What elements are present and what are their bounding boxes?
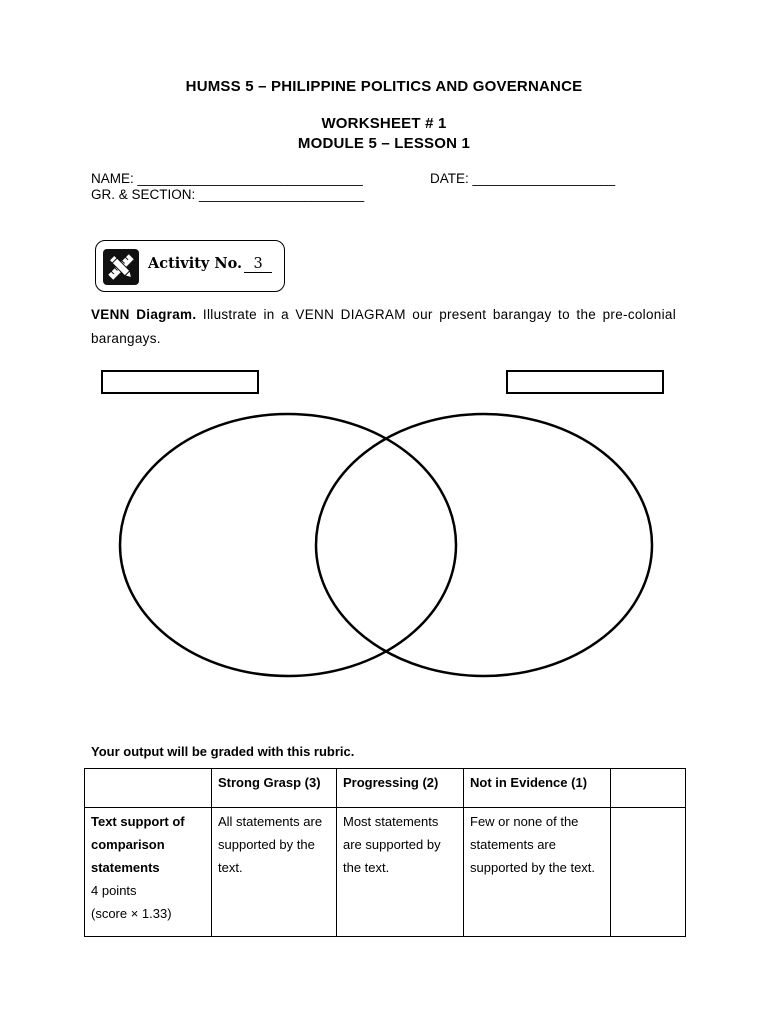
rubric-header-criterion bbox=[85, 769, 212, 808]
activity-text: Activity No. bbox=[148, 255, 243, 272]
rubric-criterion-points: 4 points bbox=[91, 883, 137, 898]
name-field[interactable]: NAME: ______________________________ bbox=[91, 171, 363, 186]
venn-right-circle[interactable] bbox=[316, 414, 652, 676]
instructions-heading: VENN Diagram. bbox=[91, 307, 197, 322]
rubric-criterion-score: (score × 1.33) bbox=[91, 906, 172, 921]
rubric-table bbox=[84, 768, 686, 937]
worksheet-title: WORKSHEET # 1 bbox=[321, 115, 447, 132]
rubric-criterion-title: Text support of comparison statements bbox=[91, 814, 185, 875]
venn-left-label-box[interactable] bbox=[101, 370, 259, 394]
instructions bbox=[91, 303, 676, 351]
pencil-ruler-icon bbox=[102, 248, 140, 286]
instructions-text: Illustrate in a VENN DIAGRAM our present barangay to the pre-colonial barangays. bbox=[91, 307, 677, 346]
activity-badge bbox=[95, 240, 285, 292]
course-title: HUMSS 5 – PHILIPPINE POLITICS AND GOVERNANCE bbox=[185, 78, 583, 95]
venn-right-label-box[interactable] bbox=[506, 370, 664, 394]
rubric-header-strong: Strong Grasp (3) bbox=[212, 769, 337, 808]
activity-number: 3 bbox=[244, 256, 272, 273]
rubric-row bbox=[85, 808, 686, 937]
rubric-intro: Your output will be graded with this rubric. bbox=[91, 744, 355, 759]
section-field[interactable]: GR. & SECTION: ______________________ bbox=[91, 187, 365, 202]
rubric-criterion-cell bbox=[85, 808, 212, 937]
rubric-not-evident-cell: Few or none of the statements are supported by the text. bbox=[464, 808, 611, 937]
venn-left-circle[interactable] bbox=[120, 414, 456, 676]
rubric-strong-cell: All statements are supported by the text. bbox=[212, 808, 337, 937]
rubric-header-progressing: Progressing (2) bbox=[337, 769, 464, 808]
rubric-header-not-evident: Not in Evidence (1) bbox=[464, 769, 611, 808]
rubric-progressing-cell: Most statements are supported by the text. bbox=[337, 808, 464, 937]
rubric-header-row bbox=[85, 769, 686, 808]
activity-label bbox=[148, 255, 272, 273]
module-title: MODULE 5 – LESSON 1 bbox=[297, 135, 471, 152]
rubric-score-cell[interactable] bbox=[611, 808, 686, 937]
date-field[interactable]: DATE: ___________________ bbox=[430, 171, 616, 186]
rubric-header-score bbox=[611, 769, 686, 808]
